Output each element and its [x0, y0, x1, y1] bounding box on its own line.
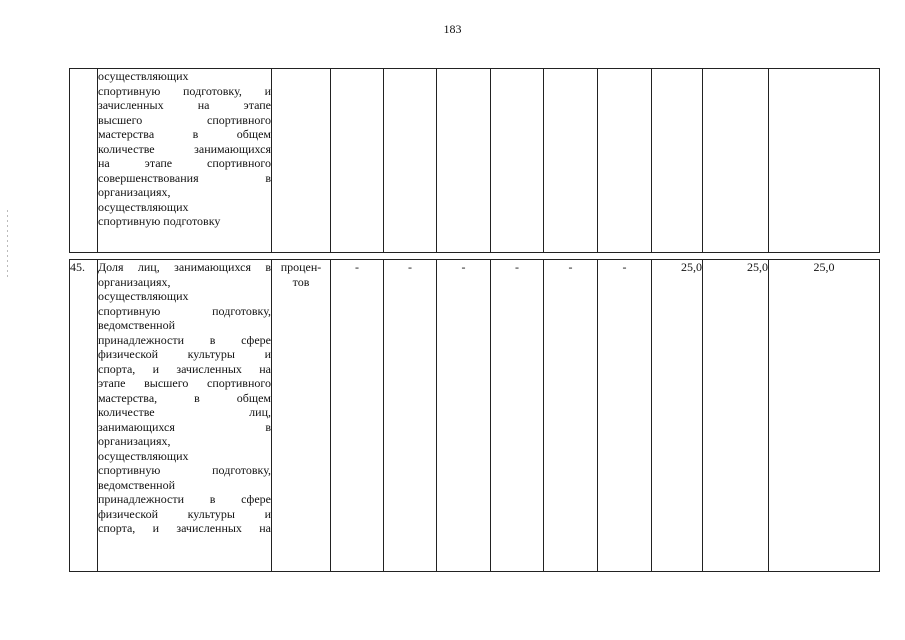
description-line: осуществляющих — [98, 69, 189, 83]
description-line: на этапе спортивного — [98, 156, 271, 170]
value-cell: - — [598, 260, 652, 572]
value-cell — [384, 69, 437, 253]
value-cell: 25,0 — [703, 260, 769, 572]
description-line: количестве лиц, — [98, 405, 271, 419]
description-line: организациях, — [98, 274, 171, 289]
description-line: ведомственной — [98, 318, 175, 332]
page-number: 183 — [443, 22, 462, 36]
description-line: спорта, и зачисленных на — [98, 361, 271, 376]
description-line: мастерства в общем — [98, 127, 271, 141]
value-cell — [598, 69, 652, 253]
description-line: организациях, — [98, 185, 171, 199]
description-line: спортивную подготовку, и — [98, 83, 271, 98]
value-cell: 25,0 — [652, 260, 703, 572]
value-cell — [703, 69, 769, 253]
scan-artifact — [7, 210, 9, 290]
row-number-cell: 45. — [70, 260, 98, 572]
description-line: организациях, — [98, 434, 171, 448]
unit-line: тов — [292, 274, 310, 289]
description-line: осуществляющих — [98, 289, 189, 303]
unit-cell — [272, 260, 331, 572]
value-cell — [544, 69, 598, 253]
value-cell — [437, 69, 491, 253]
description-line: этапе высшего спортивного — [98, 376, 271, 390]
description-line: количестве занимающихся — [98, 141, 271, 156]
description-line: Доля лиц, занимающихся в — [98, 260, 271, 274]
value-cell: - — [331, 260, 384, 572]
row-number-cell — [70, 69, 98, 253]
row-separator — [70, 253, 880, 260]
description-line: спортивную подготовку, — [98, 303, 271, 318]
value-cell: - — [544, 260, 598, 572]
description-cell — [98, 69, 272, 253]
description-line: мастерства, в общем — [98, 390, 271, 405]
description-line: спортивную подготовку, — [98, 463, 271, 477]
value-cell — [491, 69, 544, 253]
description-cell — [98, 260, 272, 572]
indicator-table — [69, 68, 880, 572]
value-cell: - — [491, 260, 544, 572]
description-line: зачисленных на этапе — [98, 98, 271, 112]
unit-line: процен- — [280, 260, 322, 274]
value-cell — [652, 69, 703, 253]
description-line: осуществляющих — [98, 448, 189, 463]
value-cell: - — [384, 260, 437, 572]
description-line: осуществляющих — [98, 199, 189, 214]
description-line: физической культуры и — [98, 506, 271, 521]
value-cell: - — [437, 260, 491, 572]
table-row-continuation — [70, 69, 880, 253]
description-line: принадлежности в сфере — [98, 332, 271, 347]
description-line: высшего спортивного — [98, 112, 271, 127]
description-line: физической культуры и — [98, 347, 271, 361]
value-cell — [331, 69, 384, 253]
value-cell: 25,0 — [769, 260, 880, 572]
description-line: спорта, и зачисленных на — [98, 521, 271, 535]
value-cell — [769, 69, 880, 253]
table-row-45 — [70, 260, 880, 572]
description-line: совершенствования в — [98, 170, 271, 185]
unit-cell — [272, 69, 331, 253]
description-line: спортивную подготовку — [98, 214, 221, 228]
description-line: принадлежности в сфере — [98, 492, 271, 506]
description-line: занимающихся в — [98, 419, 271, 434]
description-line: ведомственной — [98, 477, 175, 492]
